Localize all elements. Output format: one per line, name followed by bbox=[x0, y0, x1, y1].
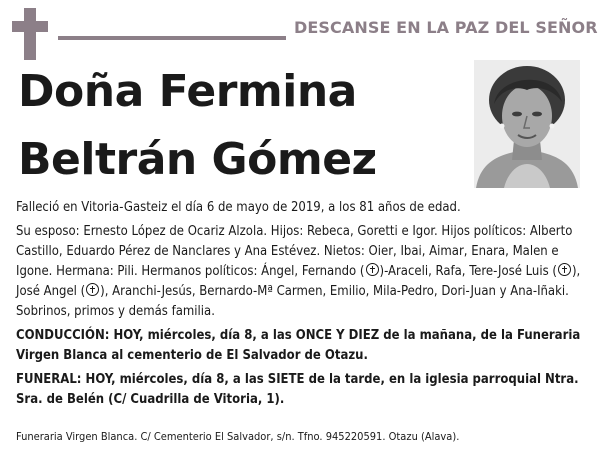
deceased-cross-symbol-icon bbox=[86, 283, 99, 296]
funeral-home-footer: Funeraria Virgen Blanca. C/ Cementerio El Salvador, s/n. Tfno. 945220591. Otazu (Alava). bbox=[16, 430, 460, 443]
header-divider bbox=[58, 36, 286, 40]
deceased-name-line2: Beltrán Gómez bbox=[18, 134, 377, 185]
funeral-notice: FUNERAL: HOY, miércoles, día 8, a las SIETE de la tarde, en la iglesia parroquial Ntra. Sra. de Belén (C/ Cuadrilla de Vitoria, 1). bbox=[16, 372, 579, 407]
family-text-3: ), José Angel ( bbox=[16, 264, 581, 299]
family-text-2: )-Araceli, Rafa, Tere-José Luis ( bbox=[379, 264, 557, 279]
cross-icon bbox=[12, 8, 48, 60]
family-text-1: Su esposo: Ernesto López de Ocariz Alzola. Hijos: Rebeca, Goretti e Igor. Hijos políticos: Alberto Castillo, Eduardo Pérez de Nanclares y Ana Estévez. Nietos: Oier, Ibai, Aimar, Enara, Malen e Igone. Hermana: Pili. Hermanos políticos: Ángel, Fernando ( bbox=[16, 224, 573, 279]
obituary-body bbox=[16, 198, 584, 414]
portrait-photo bbox=[474, 60, 580, 188]
header-title: DESCANSE EN LA PAZ DEL SEÑOR bbox=[294, 18, 598, 37]
family-text-4: ), Aranchi-Jesús, Bernardo-Mª Carmen, Emilio, Mila-Pedro, Dori-Juan y Ana-Iñaki. Sobrinos, primos y demás familia. bbox=[16, 284, 569, 319]
conduccion-notice: CONDUCCIÓN: HOY, miércoles, día 8, a las ONCE Y DIEZ de la mañana, de la Funeraria Virgen Blanca al cementerio de El Salvador de Otazu. bbox=[16, 328, 581, 363]
deceased-cross-symbol-icon bbox=[558, 263, 571, 276]
deceased-cross-symbol-icon bbox=[366, 263, 379, 276]
death-notice: Falleció en Vitoria-Gasteiz el día 6 de mayo de 2019, a los 81 años de edad. bbox=[16, 200, 461, 215]
deceased-name-line1: Doña Fermina bbox=[18, 66, 357, 117]
family-list bbox=[16, 222, 584, 322]
